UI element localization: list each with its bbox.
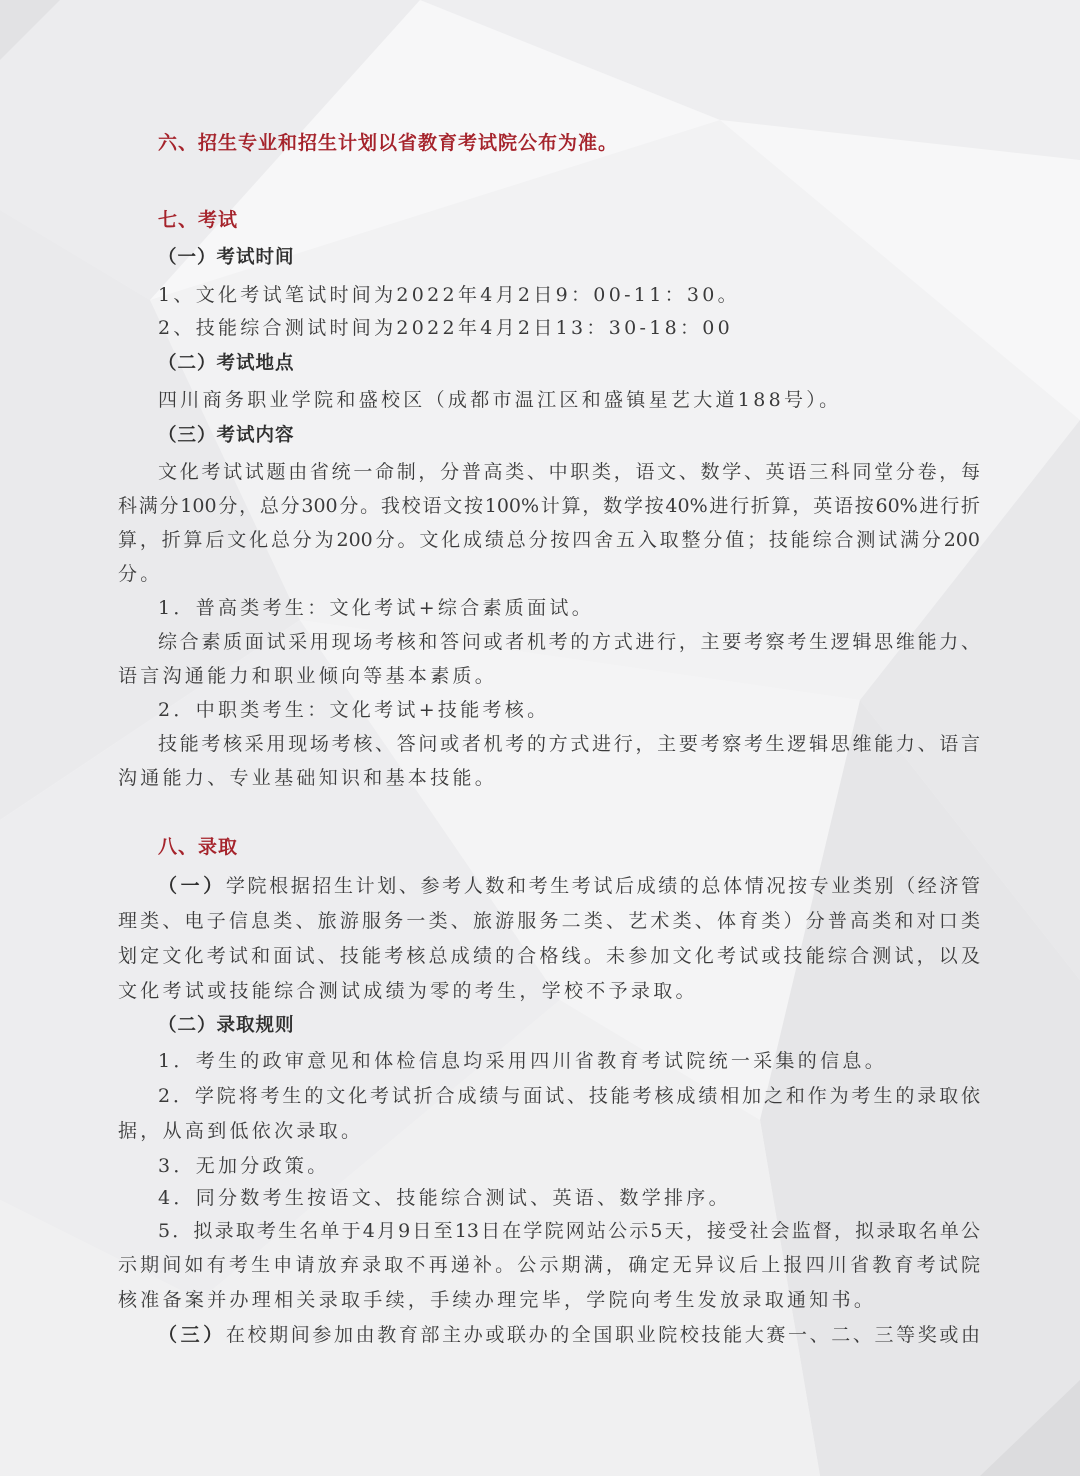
admission-sub3-line-1 bbox=[158, 1318, 980, 1352]
section-8-title: 八、录取 bbox=[158, 836, 239, 858]
general-candidates-item: 1．普高类考生：文化考试+综合素质面试。 bbox=[158, 597, 595, 619]
interview-desc-line-2: 语言沟通能力和职业倾向等基本素质。 bbox=[118, 665, 498, 687]
exam-content-line-3: 算，折算后文化总分为200分。文化成绩总分按四舍五入取整分值；技能综合测试满分200 bbox=[118, 529, 980, 551]
admission-rule-1: 1．考生的政审意见和体检信息均采用四川省教育考试院统一采集的信息。 bbox=[158, 1050, 887, 1072]
admission-rules-heading: （二）录取规则 bbox=[158, 1015, 295, 1036]
section-6-title: 六、招生专业和招生计划以省教育考试院公布为准。 bbox=[158, 132, 619, 154]
admission-sub1-first-line: 学院根据招生计划、参考人数和考生考试后成绩的总体情况按专业类别（经济管 bbox=[225, 875, 980, 897]
vocational-candidates-item: 2．中职类考生：文化考试+技能考核。 bbox=[158, 699, 550, 721]
skill-desc-line-2: 沟通能力、专业基础知识和基本技能。 bbox=[118, 767, 498, 789]
exam-time-heading: （一）考试时间 bbox=[158, 247, 295, 268]
exam-content-line-2: 科满分100分，总分300分。我校语文按100%计算，数学按40%进行折算，英语按60%进行折 bbox=[118, 495, 980, 517]
admission-rule-5-line-3: 核准备案并办理相关录取手续，手续办理完毕，学院向考生发放录取通知书。 bbox=[118, 1289, 877, 1311]
admission-rule-5-line-2: 示期间如有考生申请放弃录取不再递补。公示期满，确定无异议后上报四川省教育考试院 bbox=[118, 1254, 980, 1276]
admission-sub1-label: （一） bbox=[158, 875, 226, 897]
exam-content-line-4: 分。 bbox=[118, 563, 163, 585]
admission-sub3-label: （三） bbox=[158, 1324, 226, 1346]
exam-time-item-2: 2、技能综合测试时间为2022年4月2日13：30-18：00 bbox=[158, 317, 734, 339]
admission-para-line-1 bbox=[158, 869, 980, 903]
section-7-title: 七、考试 bbox=[158, 209, 239, 231]
admission-sub3-first-line: 在校期间参加由教育部主办或联办的全国职业院校技能大赛一、二、三等奖或由 bbox=[225, 1324, 980, 1346]
exam-content-heading: （三）考试内容 bbox=[158, 425, 295, 446]
admission-rule-2-line-1: 2．学院将考生的文化考试折合成绩与面试、技能考核成绩相加之和作为考生的录取依 bbox=[158, 1085, 980, 1107]
admission-rule-4: 4．同分数考生按语文、技能综合测试、英语、数学排序。 bbox=[158, 1187, 731, 1209]
admission-para-line-4: 文化考试或技能综合测试成绩为零的考生，学校不予录取。 bbox=[118, 980, 698, 1002]
admission-para-line-3: 划定文化考试和面试、技能考核总成绩的合格线。未参加文化考试或技能综合测试，以及 bbox=[118, 945, 980, 967]
exam-location-heading: （二）考试地点 bbox=[158, 353, 295, 374]
admission-para-line-2: 理类、电子信息类、旅游服务一类、旅游服务二类、艺术类、体育类）分普高类和对口类 bbox=[118, 910, 980, 932]
exam-time-item-1: 1、文化考试笔试时间为2022年4月2日9：00-11：30。 bbox=[158, 284, 740, 306]
exam-content-line-1: 文化考试试题由省统一命制，分普高类、中职类，语文、数学、英语三科同堂分卷，每 bbox=[158, 461, 980, 483]
exam-location-text: 四川商务职业学院和盛校区（成都市温江区和盛镇星艺大道188号）。 bbox=[158, 389, 842, 411]
admission-rule-3: 3．无加分政策。 bbox=[158, 1155, 330, 1177]
admission-rule-2-line-2: 据，从高到低依次录取。 bbox=[118, 1120, 364, 1142]
skill-desc-line-1: 技能考核采用现场考核、答问或者机考的方式进行，主要考察考生逻辑思维能力、语言 bbox=[158, 733, 980, 755]
admission-rule-5-line-1: 5．拟录取考生名单于4月9日至13日在学院网站公示5天，接受社会监督，拟录取名单公 bbox=[158, 1220, 980, 1242]
interview-desc-line-1: 综合素质面试采用现场考核和答问或者机考的方式进行，主要考察考生逻辑思维能力、 bbox=[158, 631, 980, 653]
